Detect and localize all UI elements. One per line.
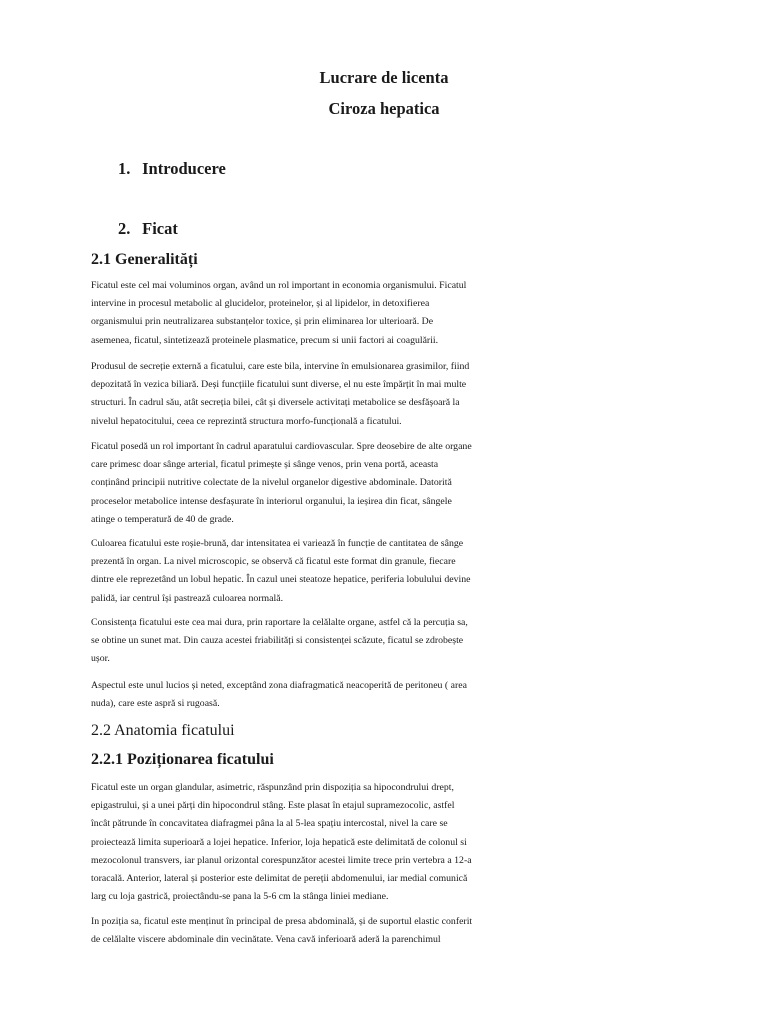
text-line: mezocolonul transvers, iar planul orizontal corespunzător acestei limite trece prin vertebra a 12-a xyxy=(91,854,472,866)
section-number: 1. xyxy=(118,159,131,178)
paragraph-4 xyxy=(91,535,701,608)
text-line: proiectează limita superioară a lojei hepatice. Inferior, loja hepatică este delimitată de colonul si xyxy=(91,836,467,848)
text-line: de celălalte viscere abdominale din vecinătate. Vena cavă inferioară aderă la parenchimul xyxy=(91,934,441,946)
text-line: toracală. Anterior, lateral și posterior este delimitat de pereții abdomenului, iar medial comunică xyxy=(91,873,468,885)
text-line: Ficatul este cel mai voluminos organ, având un rol important in economia organismului. Ficatul xyxy=(91,280,467,291)
text-line: nuda), care este aspră si rugoasă. xyxy=(91,698,220,710)
section-number: 2. xyxy=(118,219,131,238)
paragraph-7 xyxy=(91,779,701,906)
paragraph-8 xyxy=(91,913,701,949)
subsection-heading-anatomia: 2.2 Anatomia ficatului xyxy=(91,722,235,739)
text-line: care primesc doar sânge arterial, ficatul primește și sânge venos, prin vena portă, aceasta xyxy=(91,459,439,471)
text-line: intervine in procesul metabolic al glucidelor, proteinelor, și al lipidelor, in detoxifierea xyxy=(91,298,430,310)
text-line: Culoarea ficatului este roșie-brună, dar intensitatea ei variează în funcție de cantitatea de sânge xyxy=(91,538,464,549)
text-line: nivelul hepatocitului, ceea ce reprezintă structura morfo-funcțională a ficatului. xyxy=(91,415,402,427)
text-line: prezentă în organ. La nivel microscopic, se observă că ficatul este format din granule, fiecare xyxy=(91,556,456,568)
text-line: Produsul de secreție externă a ficatului, care este bila, intervine în emulsionarea grasimilor, fiind xyxy=(91,361,470,372)
paragraph-5 xyxy=(91,614,701,669)
text-line: Consistența ficatului este cea mai dura, prin raportare la celălalte organe, astfel că la percuția sa, xyxy=(91,617,468,628)
section-heading-ficat xyxy=(118,219,178,239)
text-line: organismului prin neutralizarea substanțelor toxice, și prin eliminarea lor ulterioară. De xyxy=(91,316,434,328)
paragraph-1 xyxy=(91,277,701,350)
paragraph-6 xyxy=(91,677,701,713)
text-line: Aspectul este unul lucios și neted, exceptând zona diafragmatică neacoperită de peritoneu ( area xyxy=(91,680,467,691)
text-line: se obtine un sunet mat. Din cauza acestei friabilități si consistenței scăzute, ficatul se zdrobește xyxy=(91,635,464,647)
text-line: palidă, iar centrul își pastrează culoarea normală. xyxy=(91,592,284,604)
text-line: încât pătrunde în concavitatea diafragmei pâna la al 5-lea spațiu intercostal, nivel la care se xyxy=(91,818,448,830)
text-line: atinge o temperatură de 40 de grade. xyxy=(91,513,234,525)
text-line: asemenea, ficatul, sintetizează proteinele plasmatice, precum si unii factori ai coagulării. xyxy=(91,334,439,346)
paragraph-3 xyxy=(91,438,701,529)
text-line: depozitată în vezica biliară. Deși funcțiile ficatului sunt diverse, el nu este împărțit în mai multe xyxy=(91,379,467,391)
subsection-heading-generalitati: 2.1 Generalități xyxy=(91,251,198,268)
text-line: ușor. xyxy=(91,653,110,665)
text-line: Ficatul posedă un rol important în cadrul aparatului cardiovascular. Spre deosebire de alte organe xyxy=(91,441,472,452)
subsection-heading-pozitionarea: 2.2.1 Poziționarea ficatului xyxy=(91,751,274,768)
text-line: epigastrului, și a unei părți din hipocondrul stâng. Este plasat în etajul supramezocolic, astfel xyxy=(91,800,455,812)
text-line: dintre ele reprezetând un lobul hepatic. În cazul unei steatoze hepatice, periferia lobulului devine xyxy=(91,574,471,586)
document-subtitle: Ciroza hepatica xyxy=(328,99,440,118)
section-heading-introducere xyxy=(118,159,226,179)
text-line: structuri. În cadrul său, atât secreția bilei, cât și diversele activitați metabolice se desfășoară la xyxy=(91,397,460,409)
text-line: larg cu loja gastrică, proiectându-se pana la 5-6 cm la stânga liniei mediane. xyxy=(91,891,389,903)
section-title: Ficat xyxy=(142,219,178,238)
section-title: Introducere xyxy=(142,159,226,178)
text-line: In poziția sa, ficatul este menținut în principal de presa abdominală, și de suportul elastic conferit xyxy=(91,916,473,927)
text-line: Ficatul este un organ glandular, asimetric, răspunzând prin dispoziția sa hipocondrului drept, xyxy=(91,782,454,793)
document-title: Lucrare de licenta xyxy=(319,68,449,87)
text-line: proceselor metabolice intense desfașurate în interiorul organului, la ieșirea din ficat, sângele xyxy=(91,495,452,507)
paragraph-2 xyxy=(91,358,701,431)
text-line: conținând principii nutritive colectate de la nivelul organelor digestive abdominale. Datorită xyxy=(91,477,452,489)
